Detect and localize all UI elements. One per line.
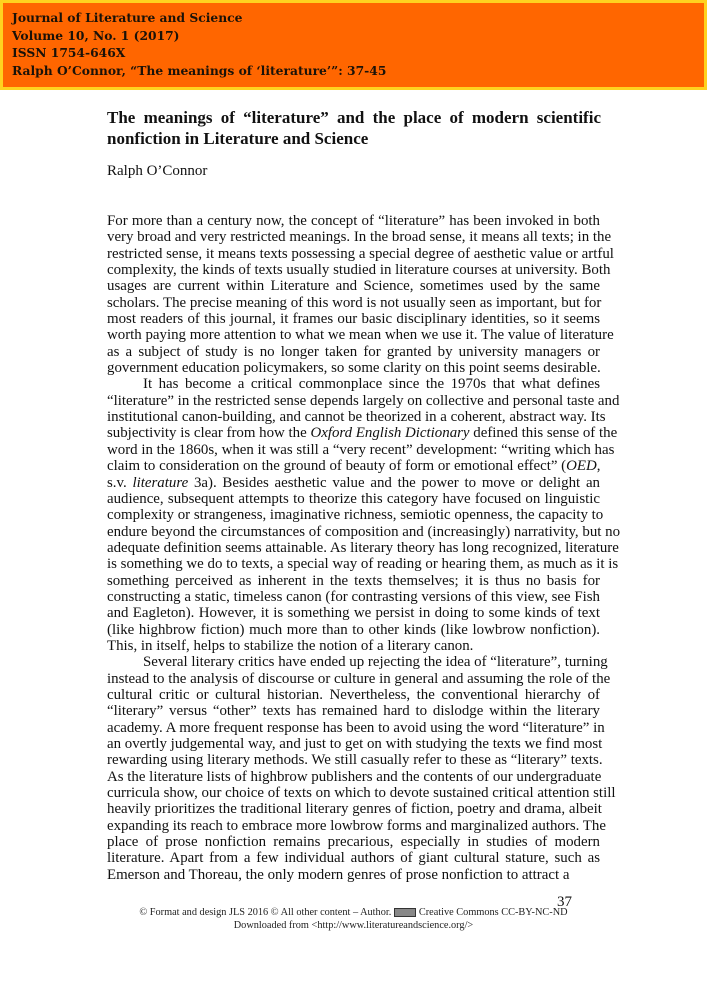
text-line <box>107 360 600 376</box>
text-line <box>107 589 600 605</box>
text-segment: institutional canon-building, and cannot be theorized in a coherent, abstract way. Its <box>107 409 606 426</box>
paragraph <box>107 654 616 883</box>
text-segment: literature. Apart from a few individual authors of giant cultural stature, such as <box>107 850 600 867</box>
text-line <box>107 850 600 866</box>
text-segment: adequate definition seems attainable. As literary theory has long recognized, literature <box>107 539 619 556</box>
text-segment: complexity, the kinds of texts usually studied in literature courses at university. Both <box>107 262 611 279</box>
text-line <box>107 409 606 426</box>
text-line <box>107 573 600 589</box>
text-segment: defined this sense of the <box>469 425 618 442</box>
text-segment: complexity or strangeness, imaginative richness, semiotic openness, the capacity to <box>107 507 604 524</box>
text-line <box>107 785 616 802</box>
text-segment: as a subject of study is no longer taken for granted by university managers or <box>107 343 600 360</box>
text-line <box>107 670 611 687</box>
text-segment: something perceived as inherent in the texts themselves; it is thus no basis for <box>107 572 600 589</box>
text-segment: “literature” in the restricted sense depends largely on collective and personal taste and <box>107 392 620 409</box>
text-segment: is something we do to texts, a special way of reading or hearing them, as much as it is <box>107 556 619 573</box>
text-segment: subjectivity is clear from how the <box>107 425 311 442</box>
text-segment: 3a). Besides aesthetic value and the power to move or delight an <box>188 474 600 491</box>
footer-download-source: Downloaded from <http://www.literatureandscience.org/> <box>233 920 474 931</box>
paragraph <box>107 213 614 377</box>
text-segment: (like highbrow fiction) much more than to other kinds (like lowbrow nonfiction). <box>107 621 600 638</box>
text-line <box>107 344 600 360</box>
italic-text: literature <box>132 474 189 491</box>
text-line <box>107 556 619 573</box>
article-title <box>107 108 601 149</box>
text-line <box>107 425 618 442</box>
text-line <box>107 638 600 654</box>
text-line <box>107 605 600 621</box>
text-line <box>107 817 606 834</box>
article-citation: Ralph O’Connor, “The meanings of ‘literature’”: 37-45 <box>12 63 387 78</box>
text-segment: instead to the analysis of discourse or culture in general and assuming the role of the <box>107 670 611 687</box>
text-line <box>107 441 615 458</box>
text-segment: and Eagleton). However, it is something we persist in doing to some kinds of text <box>107 605 600 622</box>
text-line <box>107 752 603 769</box>
text-segment: government education policymakers, so some clarity on this point seems desirable. <box>107 360 601 377</box>
text-segment: academy. A more frequent response has been to avoid using the word “literature” in <box>107 719 605 736</box>
journal-issn: ISSN 1754-646X <box>12 45 126 60</box>
text-segment: restricted sense, it means texts possessing a special degree of aesthetic value or artful <box>107 245 614 262</box>
text-segment: very broad and very restricted meanings. In the broad sense, it means all texts; in the <box>107 229 612 246</box>
text-line <box>107 736 603 752</box>
italic-text: Oxford English Dictionary <box>310 425 470 442</box>
text-segment: curricula show, our choice of texts on which to devote sustained critical attention still <box>107 785 616 802</box>
text-line <box>107 458 600 474</box>
copyright-text: © Format and design JLS 2016 © All other content – Author. <box>139 907 392 918</box>
text-segment: place of prose nonfiction remains precarious, especially in studies of modern <box>107 834 600 851</box>
journal-header-banner <box>0 0 707 90</box>
text-line <box>107 801 600 817</box>
article-title-line-2: nonfiction in Literature and Science <box>107 128 369 148</box>
text-line <box>107 311 600 327</box>
text-segment: , <box>596 458 601 475</box>
creative-commons-badge-icon <box>394 908 416 917</box>
text-line <box>107 769 600 785</box>
text-segment: Several literary critics have ended up rejecting the idea of “literature”, turning <box>143 654 608 671</box>
text-segment: heavily prioritizes the traditional literary genres of fiction, poetry and drama, albeit <box>107 801 602 818</box>
article-title-line-1: The meanings of “literature” and the place of modern scientific <box>107 108 601 127</box>
text-segment: rewarding using literary methods. We still casually refer to these as “literary” texts. <box>107 752 603 769</box>
text-line <box>107 507 604 524</box>
text-segment: “literary” versus “other” texts has remained hard to dislodge within the literary <box>107 703 600 720</box>
paragraph <box>107 376 621 654</box>
text-segment: claim to consideration on the ground of beauty of form or emotional effect” ( <box>107 458 567 475</box>
text-line <box>107 376 600 392</box>
text-line <box>107 245 614 262</box>
text-segment: worth paying more attention to what we mean when we use it. The value of literature <box>107 327 614 344</box>
text-segment: It has become a critical commonplace since the 1970s that what defines <box>143 376 600 393</box>
text-segment: usages are current within Literature and Science, sometimes used by the same <box>107 278 600 295</box>
journal-volume: Volume 10, No. 1 (2017) <box>12 28 180 43</box>
text-line <box>107 622 600 638</box>
text-line <box>107 213 600 229</box>
text-line <box>107 262 611 279</box>
text-segment: most readers of this journal, it frames our basic disciplinary identities, so it seems <box>107 311 600 328</box>
text-line <box>107 327 614 344</box>
journal-name: Journal of Literature and Science <box>12 10 243 25</box>
license-text: Creative Commons CC-BY-NC-ND <box>418 907 568 918</box>
page-number: 37 <box>557 894 572 910</box>
text-segment: As the literature lists of highbrow publishers and the contents of our undergraduate <box>107 768 602 785</box>
text-line <box>107 654 608 671</box>
text-line <box>107 295 600 311</box>
text-segment: constructing a static, timeless canon (for contrasting versions of this view, see Fish <box>107 588 600 605</box>
text-line <box>107 719 605 736</box>
text-line <box>107 523 621 540</box>
italic-text: OED <box>566 458 597 475</box>
text-segment: expanding its reach to embrace more lowbrow forms and marginalized authors. The <box>107 817 606 834</box>
text-segment: an overtly judgemental way, and just to get on with studying the texts we find most <box>107 736 603 752</box>
text-segment: Emerson and Thoreau, the only modern genres of prose nonfiction to attract a <box>107 866 570 883</box>
text-line <box>107 539 619 556</box>
text-line <box>107 278 600 294</box>
text-segment: cultural critic or cultural historian. Nevertheless, the conventional hierarchy of <box>107 686 600 703</box>
text-segment: s.v. <box>107 474 133 491</box>
text-line <box>107 703 600 719</box>
text-line <box>107 834 600 850</box>
text-line <box>107 867 600 883</box>
text-segment: scholars. The precise meaning of this word is not usually seen as important, but for <box>107 294 602 311</box>
article-author: Ralph O’Connor <box>107 163 208 179</box>
text-segment: word in the 1860s, when it was still a “very recent” development: “writing which has <box>107 441 615 458</box>
text-line <box>107 229 612 246</box>
text-segment: endure beyond the circumstances of composition and (increasingly) narrativity, but no <box>107 523 621 540</box>
text-segment: For more than a century now, the concept of “literature” has been invoked in both <box>107 213 600 229</box>
text-line <box>107 475 600 491</box>
text-line <box>107 491 600 507</box>
text-line <box>107 392 620 409</box>
text-line <box>107 687 600 703</box>
text-segment: This, in itself, helps to stabilize the notion of a literary canon. <box>107 637 474 654</box>
footer-copyright <box>0 907 707 918</box>
article-body <box>107 213 621 883</box>
text-segment: audience, subsequent attempts to theorize this category have focused on linguistic <box>107 490 600 507</box>
